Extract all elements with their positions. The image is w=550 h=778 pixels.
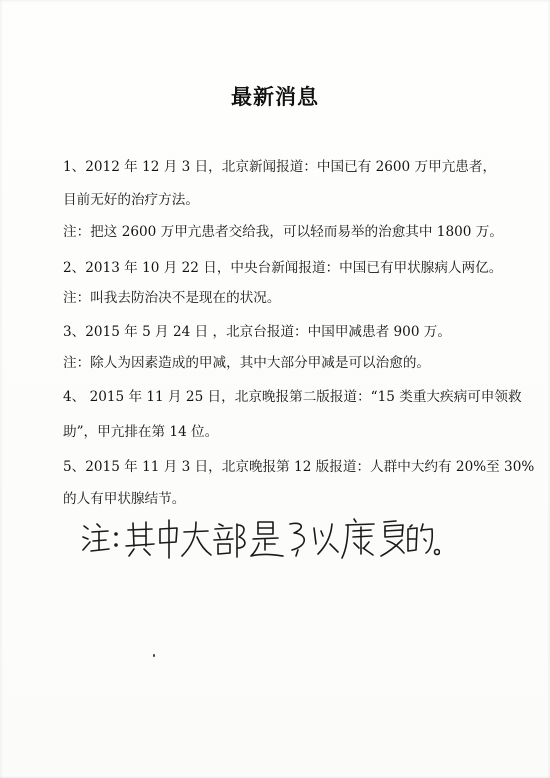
item-1-line-2: 目前无好的治疗方法。 [63, 192, 199, 208]
item-1-line-1: 1、2012 年 12 月 3 日，北京新闻报道：中国已有 2600 万甲亢患者， [63, 159, 497, 175]
item-5-line-2: 的人有甲状腺结节。 [63, 491, 186, 507]
note-3: 注：除人为因素造成的甲减，其中大部分甲减是可以治愈的。 [63, 355, 431, 371]
document-title: 最新消息 [231, 84, 319, 109]
item-4-line-1: 4、 2015 年 11 月 25 日，北京晚报第二版报道：“15 类重大疾病可申领救 [63, 389, 522, 405]
item-5-line-1: 5、2015 年 11 月 3 日，北京晚报第 12 版报道：人群中大约有 20%至 30% [63, 459, 535, 475]
note-1: 注：把这 2600 万甲亢患者交给我，可以轻而易举的治愈其中 1800 万。 [63, 224, 503, 240]
item-3: 3、2015 年 5 月 24 日 ，北京台报道：中国甲减患者 900 万。 [63, 324, 451, 340]
item-4-line-2: 助”，甲亢排在第 14 位。 [63, 424, 219, 440]
handwritten-note-scribble [80, 512, 440, 562]
item-2: 2、2013 年 10 月 22 日，中央台新闻报道：中国已有甲状腺病人两亿。 [63, 260, 503, 276]
paper-speck [153, 654, 155, 657]
handwritten-note [80, 512, 440, 562]
note-2: 注：叫我去防治决不是现在的状况。 [63, 290, 281, 306]
